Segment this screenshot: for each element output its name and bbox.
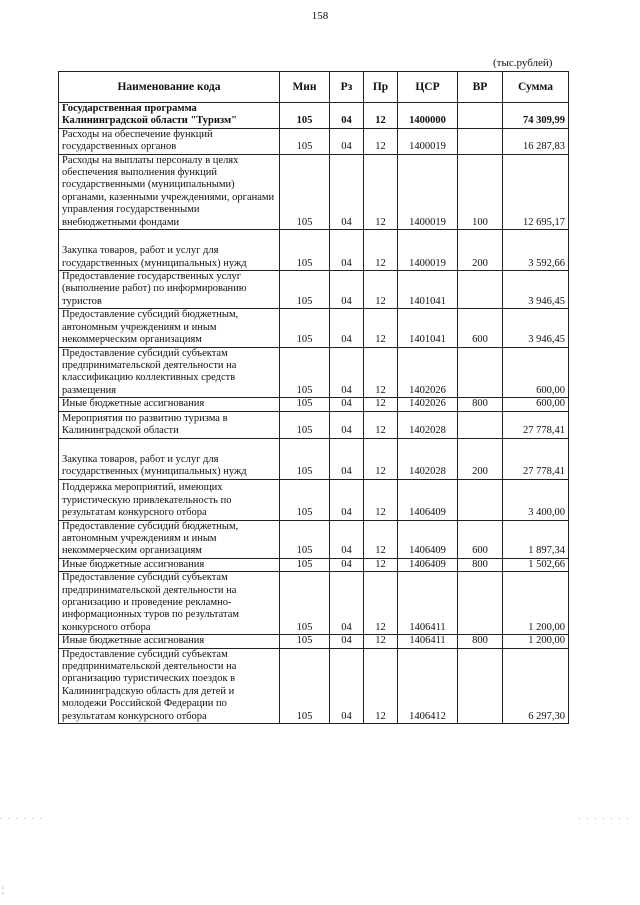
cell-csr: 1402026: [398, 347, 458, 398]
cell-min: 105: [280, 572, 330, 635]
table-row: [59, 648, 569, 723]
cell-pr: 12: [364, 411, 398, 438]
cell-rz: 04: [330, 128, 364, 154]
header-pr: Пр: [364, 72, 398, 103]
cell-min: 105: [280, 154, 330, 229]
cell-sum: 1 502,66: [503, 558, 569, 571]
cell-vr: [458, 347, 503, 398]
cell-pr: 12: [364, 103, 398, 129]
table-row: [59, 398, 569, 411]
cell-rz: 04: [330, 411, 364, 438]
cell-rz: 04: [330, 398, 364, 411]
cell-sum: 74 309,99: [503, 103, 569, 129]
cell-rz: 04: [330, 347, 364, 398]
cell-sum: 3 946,45: [503, 309, 569, 347]
cell-csr: 1406411: [398, 635, 458, 648]
cell-name: [59, 347, 280, 398]
cell-rz: 04: [330, 309, 364, 347]
cell-name: [59, 154, 280, 229]
table-row: [59, 572, 569, 635]
cell-csr: 1402028: [398, 411, 458, 438]
table-row: [59, 438, 569, 479]
cell-min: 105: [280, 347, 330, 398]
table-row: [59, 411, 569, 438]
row-name-text: Государственная программа Калининградской области "Туризм": [62, 103, 237, 127]
row-name-text: Расходы на выплаты персоналу в целях обеспечения выполнения функций государственными (муниципальными) органами, казенными учреждениями, органами управления государственными внебюджетными фондами: [62, 154, 275, 228]
cell-sum: 16 287,83: [503, 128, 569, 154]
cell-vr: [458, 128, 503, 154]
budget-table: [58, 71, 569, 724]
cell-vr: [458, 271, 503, 309]
cell-name: [59, 398, 280, 411]
table-row: [59, 558, 569, 571]
row-name-text: Иные бюджетные ассигнования: [62, 635, 205, 647]
table-row: [59, 520, 569, 558]
cell-csr: 1401041: [398, 271, 458, 309]
cell-min: 105: [280, 438, 330, 479]
cell-vr: 600: [458, 309, 503, 347]
row-name-text: Закупка товаров, работ и услуг для государственных (муниципальных) нужд: [62, 245, 247, 269]
cell-vr: 200: [458, 438, 503, 479]
cell-vr: [458, 572, 503, 635]
cell-sum: 1 897,34: [503, 520, 569, 558]
header-min: Мин: [280, 72, 330, 103]
cell-min: 105: [280, 635, 330, 648]
cell-pr: 12: [364, 479, 398, 520]
cell-sum: 600,00: [503, 398, 569, 411]
cell-pr: 12: [364, 635, 398, 648]
cell-pr: 12: [364, 572, 398, 635]
header-vr: ВР: [458, 72, 503, 103]
cell-csr: 1400019: [398, 154, 458, 229]
table-row: [59, 128, 569, 154]
cell-vr: [458, 648, 503, 723]
cell-sum: 6 297,30: [503, 648, 569, 723]
cell-csr: 1406411: [398, 572, 458, 635]
cell-name: [59, 520, 280, 558]
cell-min: 105: [280, 520, 330, 558]
cell-sum: 1 200,00: [503, 635, 569, 648]
row-name-text: Расходы на обеспечение функций государственных органов: [62, 128, 213, 153]
row-name-text: Предоставление субсидий субъектам предпринимательской деятельности на классификацию коллективных средств размещения: [62, 347, 237, 396]
row-name-text: Предоставление субсидий субъектам предпринимательской деятельности на организацию туристических поездок в Калининградскую область для детей и молодежи Российской Федерации по результатам конкурсного отбора: [62, 648, 237, 722]
cell-vr: 800: [458, 558, 503, 571]
cell-csr: 1402026: [398, 398, 458, 411]
row-name-text: Поддержка мероприятий, имеющих туристическую привлекательность по результатам конкурсного отбора: [62, 482, 232, 519]
cell-name: [59, 572, 280, 635]
cell-csr: 1406412: [398, 648, 458, 723]
cell-rz: 04: [330, 520, 364, 558]
unit-label: (тыс.рублей): [493, 57, 553, 69]
cell-name: [59, 230, 280, 271]
cell-csr: 1406409: [398, 558, 458, 571]
cell-csr: 1400019: [398, 128, 458, 154]
header-name: Наименование кода: [59, 72, 280, 103]
cell-min: 105: [280, 271, 330, 309]
cell-rz: 04: [330, 103, 364, 129]
cell-vr: [458, 411, 503, 438]
cell-name: [59, 103, 280, 129]
cell-name: [59, 411, 280, 438]
edge-mark: ¦: [2, 885, 4, 895]
cell-name: [59, 128, 280, 154]
table-row: [59, 154, 569, 229]
cell-min: 105: [280, 411, 330, 438]
cell-rz: 04: [330, 438, 364, 479]
cell-pr: 12: [364, 558, 398, 571]
cell-csr: 1406409: [398, 520, 458, 558]
cell-min: 105: [280, 398, 330, 411]
cell-name: [59, 479, 280, 520]
table-row: [59, 230, 569, 271]
cell-name: [59, 635, 280, 648]
cell-vr: [458, 479, 503, 520]
cell-sum: 27 778,41: [503, 438, 569, 479]
cell-rz: 04: [330, 572, 364, 635]
table-row: [59, 103, 569, 129]
cell-pr: 12: [364, 309, 398, 347]
cell-vr: [458, 103, 503, 129]
cell-csr: 1401041: [398, 309, 458, 347]
cell-pr: 12: [364, 347, 398, 398]
cell-sum: 3 400,00: [503, 479, 569, 520]
cell-rz: 04: [330, 154, 364, 229]
cell-csr: 1402028: [398, 438, 458, 479]
cell-min: 105: [280, 558, 330, 571]
cell-min: 105: [280, 230, 330, 271]
row-name-text: Иные бюджетные ассигнования: [62, 558, 205, 570]
row-name-text: Предоставление субсидий бюджетным, автономным учреждениям и иным некоммерческим организациям: [62, 520, 239, 557]
cell-name: [59, 558, 280, 571]
scan-artifact-right: . . . . . . .: [578, 812, 630, 821]
cell-min: 105: [280, 479, 330, 520]
row-name-text: Предоставление субсидий субъектам предпринимательской деятельности на организацию и проведение рекламно-информационных туров по результатам конкурсного отбора: [62, 572, 240, 633]
row-name-text: Мероприятия по развитию туризма в Калининградской области: [62, 412, 228, 437]
cell-vr: 800: [458, 635, 503, 648]
cell-pr: 12: [364, 128, 398, 154]
header-csr: ЦСР: [398, 72, 458, 103]
cell-pr: 12: [364, 230, 398, 271]
scan-artifact-left: . . . . . .: [0, 812, 44, 821]
cell-pr: 12: [364, 398, 398, 411]
cell-sum: 27 778,41: [503, 411, 569, 438]
cell-name: [59, 648, 280, 723]
cell-sum: 12 695,17: [503, 154, 569, 229]
row-name-text: Предоставление субсидий бюджетным, автономным учреждениям и иным некоммерческим организациям: [62, 309, 239, 346]
cell-rz: 04: [330, 648, 364, 723]
row-name-text: Закупка товаров, работ и услуг для государственных (муниципальных) нужд: [62, 453, 247, 478]
table-row: [59, 309, 569, 347]
table-row: [59, 271, 569, 309]
cell-name: [59, 309, 280, 347]
cell-sum: 600,00: [503, 347, 569, 398]
cell-pr: 12: [364, 154, 398, 229]
cell-min: 105: [280, 103, 330, 129]
cell-vr: 600: [458, 520, 503, 558]
cell-rz: 04: [330, 271, 364, 309]
row-name-text: Предоставление государственных услуг (выполнение работ) по информированию туристов: [62, 271, 247, 307]
header-sum: Сумма: [503, 72, 569, 103]
table-header-row: [59, 72, 569, 103]
cell-sum: 3 592,66: [503, 230, 569, 271]
table-row: [59, 479, 569, 520]
cell-name: [59, 271, 280, 309]
page-number: 158: [311, 10, 329, 22]
cell-vr: 100: [458, 154, 503, 229]
cell-name: [59, 438, 280, 479]
cell-min: 105: [280, 128, 330, 154]
cell-pr: 12: [364, 438, 398, 479]
cell-vr: 800: [458, 398, 503, 411]
cell-min: 105: [280, 648, 330, 723]
cell-csr: 1400019: [398, 230, 458, 271]
cell-rz: 04: [330, 635, 364, 648]
row-name-text: Иные бюджетные ассигнования: [62, 398, 205, 410]
cell-csr: 1400000: [398, 103, 458, 129]
cell-sum: 1 200,00: [503, 572, 569, 635]
cell-pr: 12: [364, 648, 398, 723]
cell-rz: 04: [330, 479, 364, 520]
cell-rz: 04: [330, 558, 364, 571]
cell-vr: 200: [458, 230, 503, 271]
header-rz: Рз: [330, 72, 364, 103]
cell-pr: 12: [364, 520, 398, 558]
table-row: [59, 635, 569, 648]
table-row: [59, 347, 569, 398]
cell-min: 105: [280, 309, 330, 347]
cell-pr: 12: [364, 271, 398, 309]
cell-csr: 1406409: [398, 479, 458, 520]
cell-rz: 04: [330, 230, 364, 271]
cell-sum: 3 946,45: [503, 271, 569, 309]
